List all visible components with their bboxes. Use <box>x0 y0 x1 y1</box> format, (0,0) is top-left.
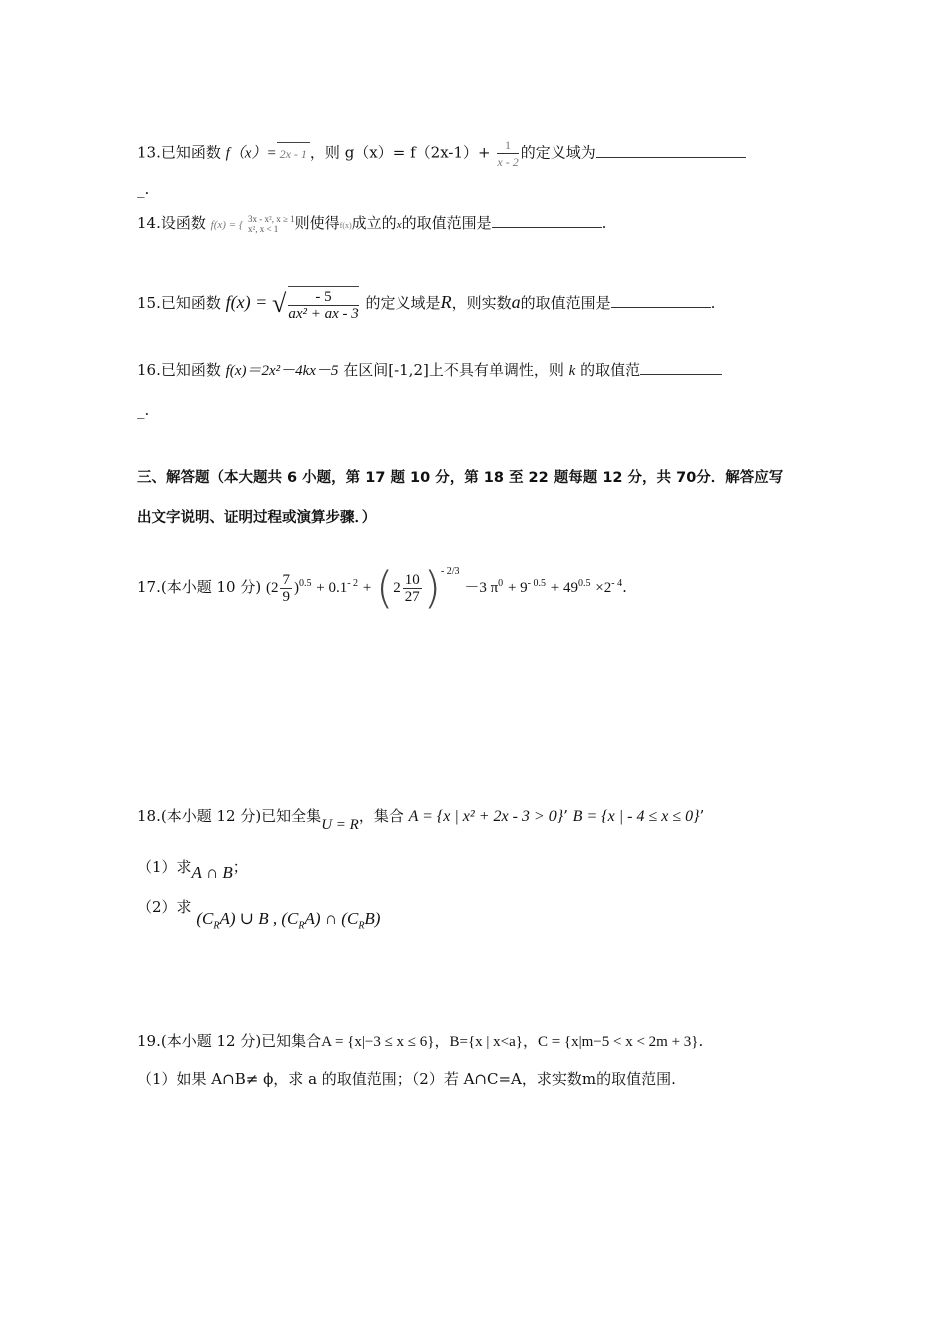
q17-t3-exp: - 2/3 <box>440 565 460 577</box>
q18-p1-expr: A ∩ B <box>191 863 233 882</box>
q17-right-paren: ) <box>423 562 441 614</box>
q13-continuation: _. <box>137 180 150 198</box>
q18-sub-r-2: R <box>298 920 305 932</box>
q17-t3-den: 27 <box>404 589 420 605</box>
q17-term-5 <box>507 577 546 596</box>
q14-piecewise <box>248 214 295 234</box>
q17-left-paren: ( <box>376 562 394 614</box>
q16-answer-blank <box>640 360 722 375</box>
q17-t3-num: 10 <box>404 572 420 588</box>
q14-end: . <box>601 214 607 232</box>
q17-term-6 <box>550 577 591 596</box>
q18-p1-end: ； <box>232 858 248 876</box>
q13-answer-blank <box>596 143 746 158</box>
q15-frac-num: - 5 <box>288 289 358 306</box>
q15-f-label: f(x) = <box>225 292 268 312</box>
q15-sqrt-sign: √ <box>272 289 287 318</box>
q17-prefix: 17.(本小题 10 分) <box>137 577 262 596</box>
q13-frac-num: 1 <box>497 137 518 154</box>
q16-continuation: _. <box>137 401 150 419</box>
q17-t1-frac <box>280 572 292 605</box>
q15-prefix: 15.已知函数 <box>137 294 221 312</box>
q17-t1-whole: 2 <box>270 579 279 596</box>
q18-end: ’ <box>699 807 705 825</box>
q18-p2-expr <box>196 909 381 932</box>
q15-mid2: ，则实数 <box>451 294 512 312</box>
q17-t7-exp: - 4 <box>611 577 623 589</box>
q18-sub-r-1: R <box>213 920 220 932</box>
q15-mid: 的定义域是 <box>365 294 441 312</box>
q18-p2-expr-b: A) ∪ B , (C <box>219 909 299 928</box>
q15-frac-den: ax² + ax - 3 <box>288 306 359 322</box>
q14-cond: f(x) <box>339 221 352 230</box>
q15-domain: R <box>440 292 452 312</box>
q14-mid2: 成立的 <box>351 214 397 232</box>
q18-part-1 <box>137 856 248 882</box>
q17-t4: －3 π <box>464 579 499 596</box>
q19-set-b: ，B={x | x<a} <box>434 1034 523 1050</box>
q19-set-a: A = {x|−3 ≤ x ≤ 6} <box>321 1034 435 1050</box>
q17-t5-exp: - 0.5 <box>527 577 546 589</box>
q18-mid: ，集合 <box>358 807 404 825</box>
q17-t3-whole: 2 <box>393 579 401 596</box>
q18-sep: ’ <box>563 807 568 825</box>
q16-var: k <box>568 363 576 379</box>
q14-mid: 则使得 <box>294 214 340 232</box>
q17-term-1: (2 $\frac{7}{9}$ )$^{0.5}$ <box>265 572 312 605</box>
question-17 <box>137 562 627 614</box>
q18-set-b: B = {x | - 4 ≤ x ≤ 0} <box>572 808 700 825</box>
question-18 <box>137 805 705 833</box>
q17-t3-plus: + <box>362 579 372 596</box>
section-3-heading: 三、解答题（本大题共 6 小题，第 17 题 10 分，第 18 至 22 题每题 12 分，共 70分．解答应写 <box>137 470 784 486</box>
q14-prefix: 14.设函数 <box>137 214 206 232</box>
q13-f-label: f（x）= <box>225 145 277 162</box>
q19-set-c: ，C = {x|m−5 < x < 2m + 3} <box>522 1034 699 1050</box>
q18-prefix: 18.(本小题 12 分)已知全集 <box>137 807 322 825</box>
q17-t4-exp: 0 <box>498 577 504 589</box>
q17-term-7 <box>595 577 623 596</box>
q17-t3-frac <box>403 572 422 605</box>
q18-p2-expr-d: B) <box>364 909 381 928</box>
q13-mid: ，则 g（x）= <box>309 143 406 162</box>
q16-expr: f(x)＝2x²－4kx－5 <box>225 363 339 379</box>
q13-suffix: 的定义域为 <box>520 143 596 162</box>
q14-piece-2: x², x < 1 <box>248 224 279 234</box>
q17-end: . <box>622 577 627 596</box>
q18-set-a: A = {x | x² + 2x - 3 > 0} <box>408 808 564 825</box>
question-14 <box>137 212 606 237</box>
q14-suffix: 的取值范围是 <box>401 214 492 232</box>
q14-answer-blank <box>492 213 602 228</box>
q14-var: x <box>396 219 402 231</box>
q15-end: . <box>710 294 716 312</box>
q16-suffix: 的取值范 <box>580 361 641 379</box>
q15-fraction <box>288 286 358 322</box>
q16-prefix: 16.已知函数 <box>137 361 221 379</box>
q17-t5: + 9 <box>507 579 528 596</box>
q15-var: a <box>511 292 521 312</box>
q13-sqrt-expr: 2x - 1 <box>277 142 310 165</box>
section-3-heading-cont: 出文字说明、证明过程或演算步骤．） <box>137 510 377 526</box>
q17-t1-num: 7 <box>282 572 290 588</box>
q18-p2-expr-c: A) ∩ (C <box>304 909 359 928</box>
q17-t6: + 49 <box>550 579 578 596</box>
q18-p2-expr-a: (C <box>196 909 214 928</box>
q17-t1-den: 9 <box>282 589 290 605</box>
q17-t6-exp: 0.5 <box>578 577 591 589</box>
q13-g-expr: f（2x-1）+ <box>410 143 491 162</box>
q13-frac-den: x - 2 <box>497 155 519 169</box>
q13-fraction <box>497 137 518 170</box>
q18-part-2 <box>137 896 381 932</box>
q18-universal-set: U = R <box>321 817 359 833</box>
q18-p1-label: （1）求 <box>137 858 192 876</box>
q17-t2-exp: - 2 <box>347 577 359 589</box>
q17-t2: + 0.1 <box>316 579 348 596</box>
question-19 <box>137 1030 703 1053</box>
q17-term-2 <box>316 577 359 596</box>
q16-mid: 在区间[-1,2]上不具有单调性，则 <box>343 361 564 379</box>
q17-t1-exp: 0.5 <box>298 577 312 589</box>
question-13 <box>137 137 746 170</box>
q14-piece-1: 3x - x², x ≥ 1 <box>248 214 295 224</box>
q18-sub-r-3: R <box>358 920 365 932</box>
q15-answer-blank <box>611 293 711 308</box>
q15-suffix: 的取值范围是 <box>520 294 611 312</box>
question-16 <box>137 359 722 382</box>
q19-end: . <box>698 1032 704 1050</box>
q13-prefix: 13.已知函数 <box>137 143 221 162</box>
q17-term-3 <box>376 562 460 614</box>
q19-parts: （1）如果 A∩B≠ ϕ，求 a 的取值范围；（2）若 A∩C=A，求实数m的取值范围. <box>137 1070 676 1088</box>
q18-p2-label: （2）求 <box>137 898 192 916</box>
q17-t7: ×2 <box>595 579 612 596</box>
question-15 <box>137 286 715 322</box>
q14-func-label: f(x) = { <box>210 219 244 231</box>
q19-prefix: 19.(本小题 12 分)已知集合 <box>137 1032 322 1050</box>
q17-term-4 <box>464 577 504 596</box>
